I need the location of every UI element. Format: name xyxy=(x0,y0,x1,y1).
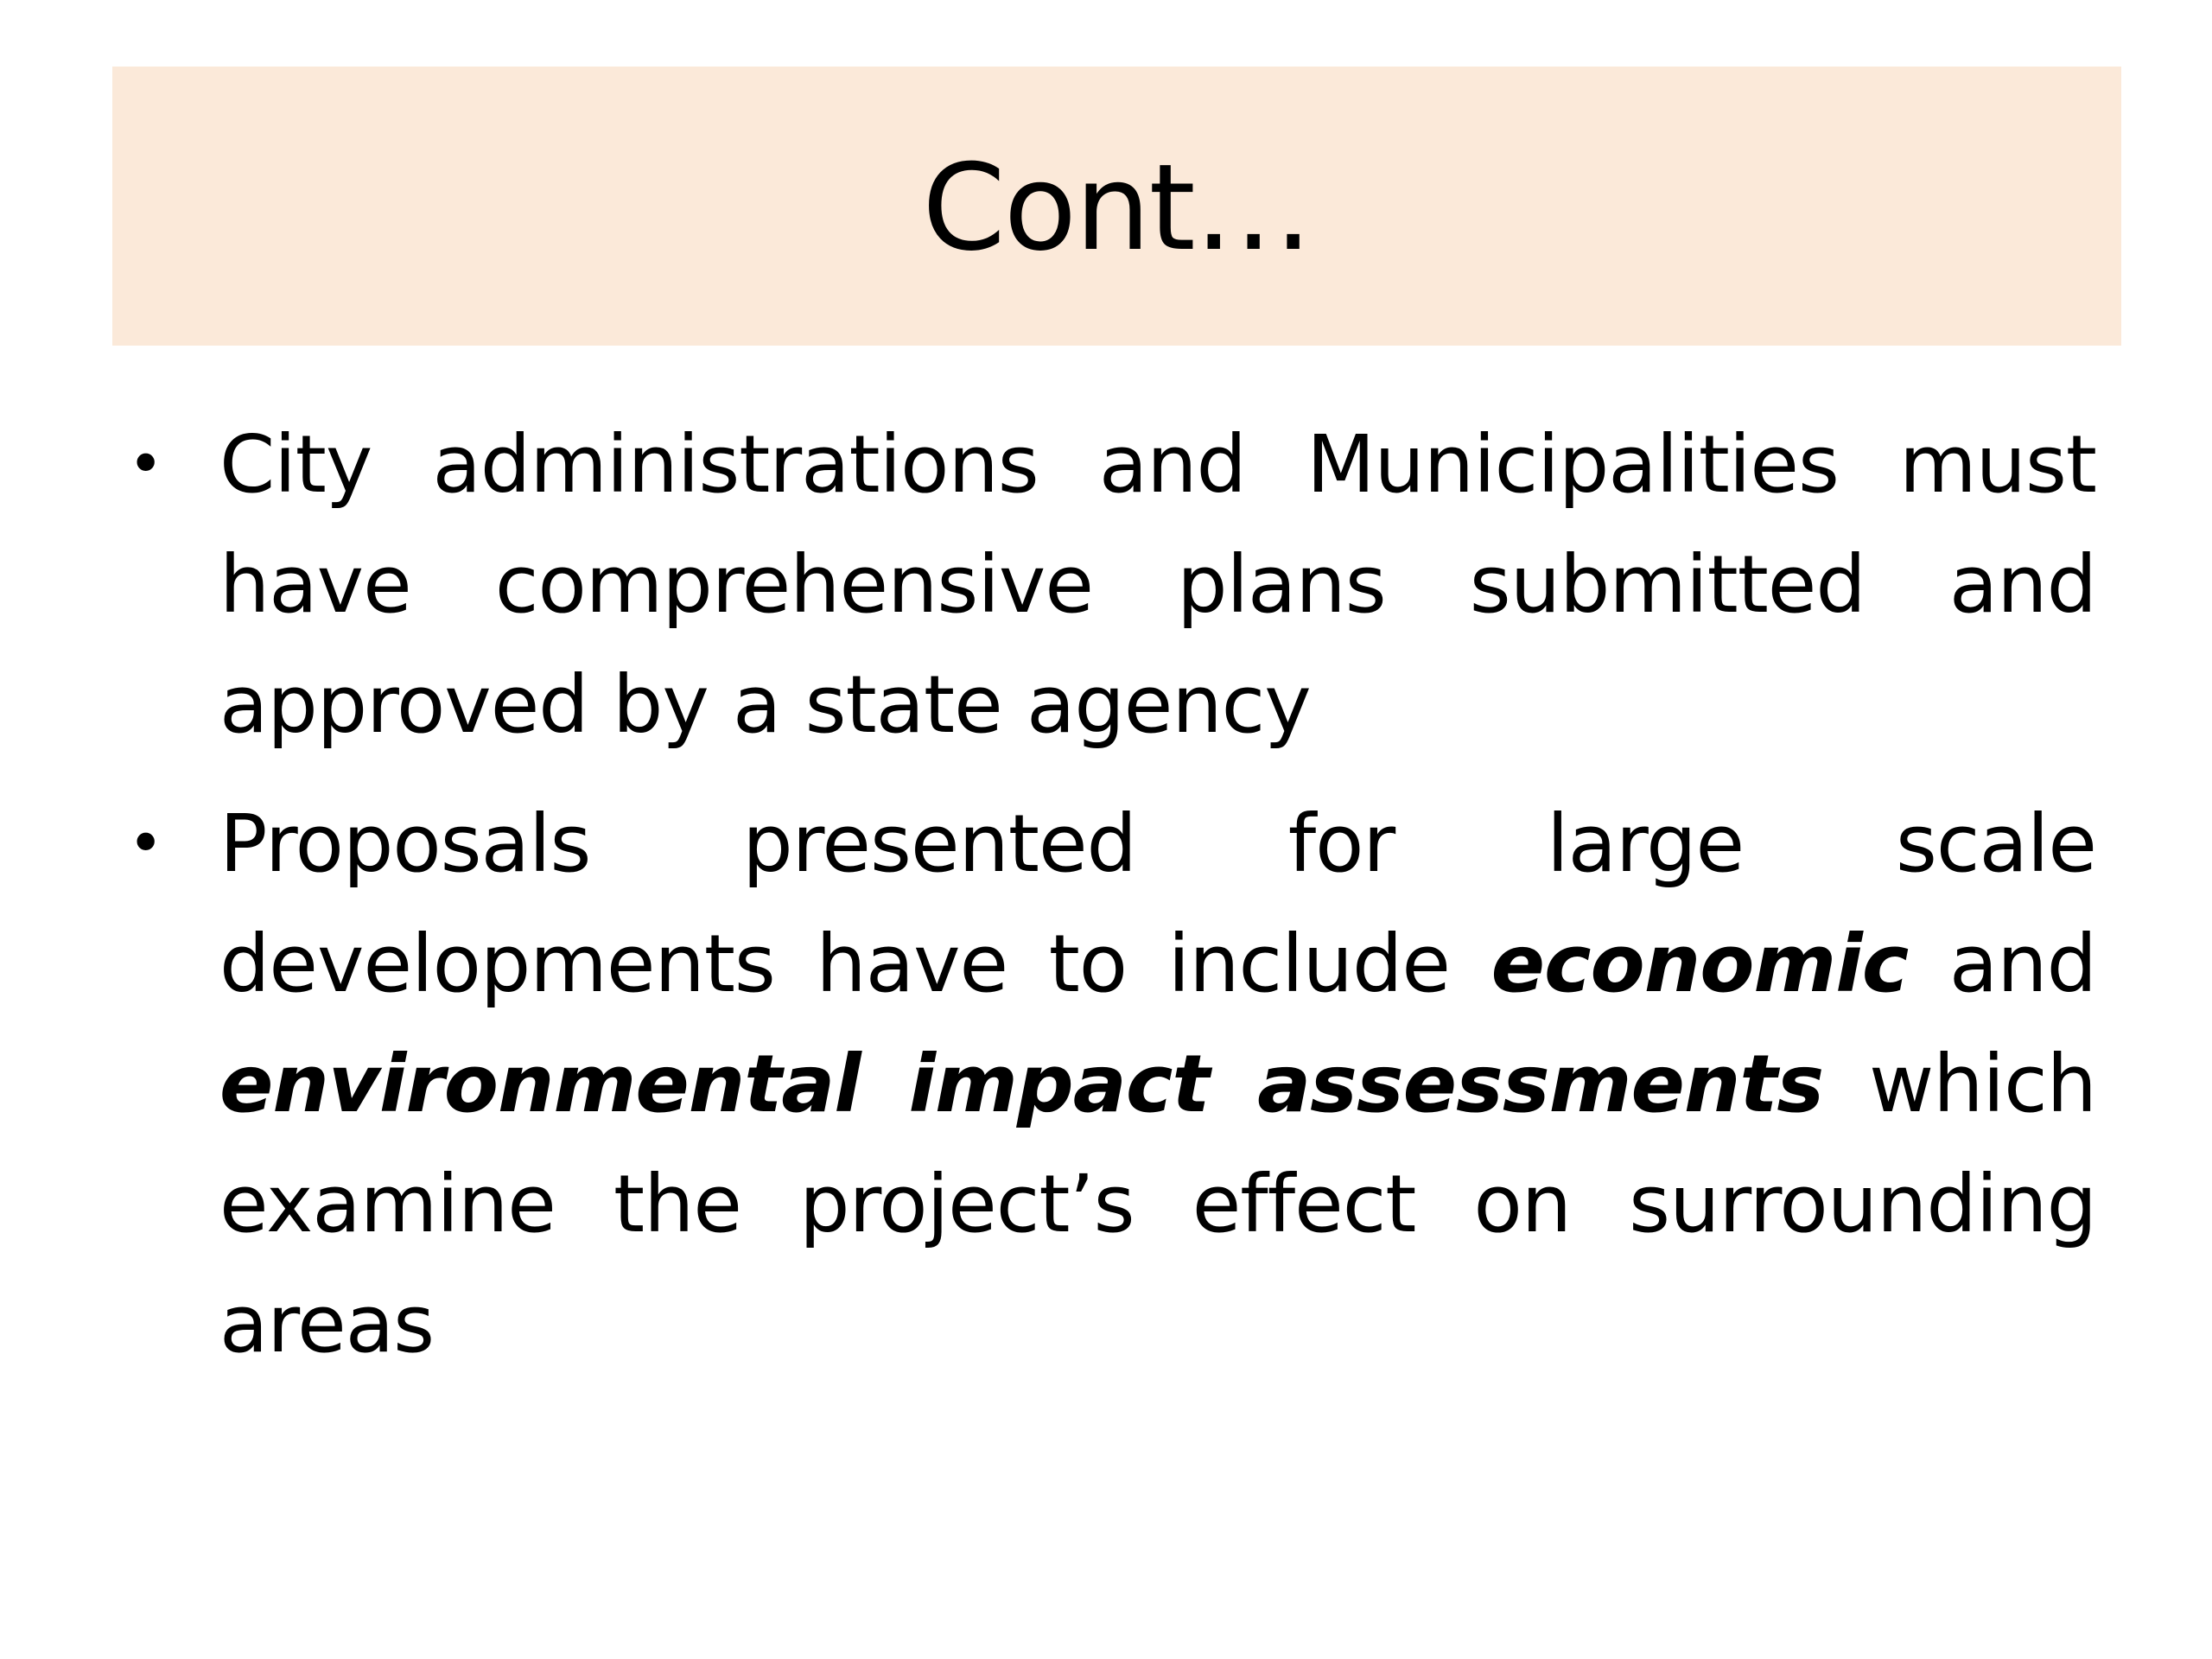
bullet-item-proposals xyxy=(128,784,2096,1384)
emphasis-environmental-impact-assessments: environmental impact assessments xyxy=(219,1038,1824,1130)
bullet-text-middle: and xyxy=(1908,918,2097,1010)
title-band xyxy=(112,67,2121,346)
bullet-item-plans xyxy=(128,404,2096,765)
bullet-text-before: Proposals presented for large scale developments have to include xyxy=(219,798,2096,1010)
bullet-text-after: which examine the project’s effect on surrounding areas xyxy=(219,1038,2096,1370)
bullet-text: City administrations and Municipalities must have comprehensive plans submitted and approved by a state agency xyxy=(219,418,2096,751)
bullet-dot-icon: • xyxy=(128,808,163,879)
emphasis-economic: economic xyxy=(1491,918,1909,1010)
bullet-list xyxy=(128,404,2096,1384)
slide-title: Cont… xyxy=(922,137,1312,277)
bullet-dot-icon: • xyxy=(128,429,163,499)
